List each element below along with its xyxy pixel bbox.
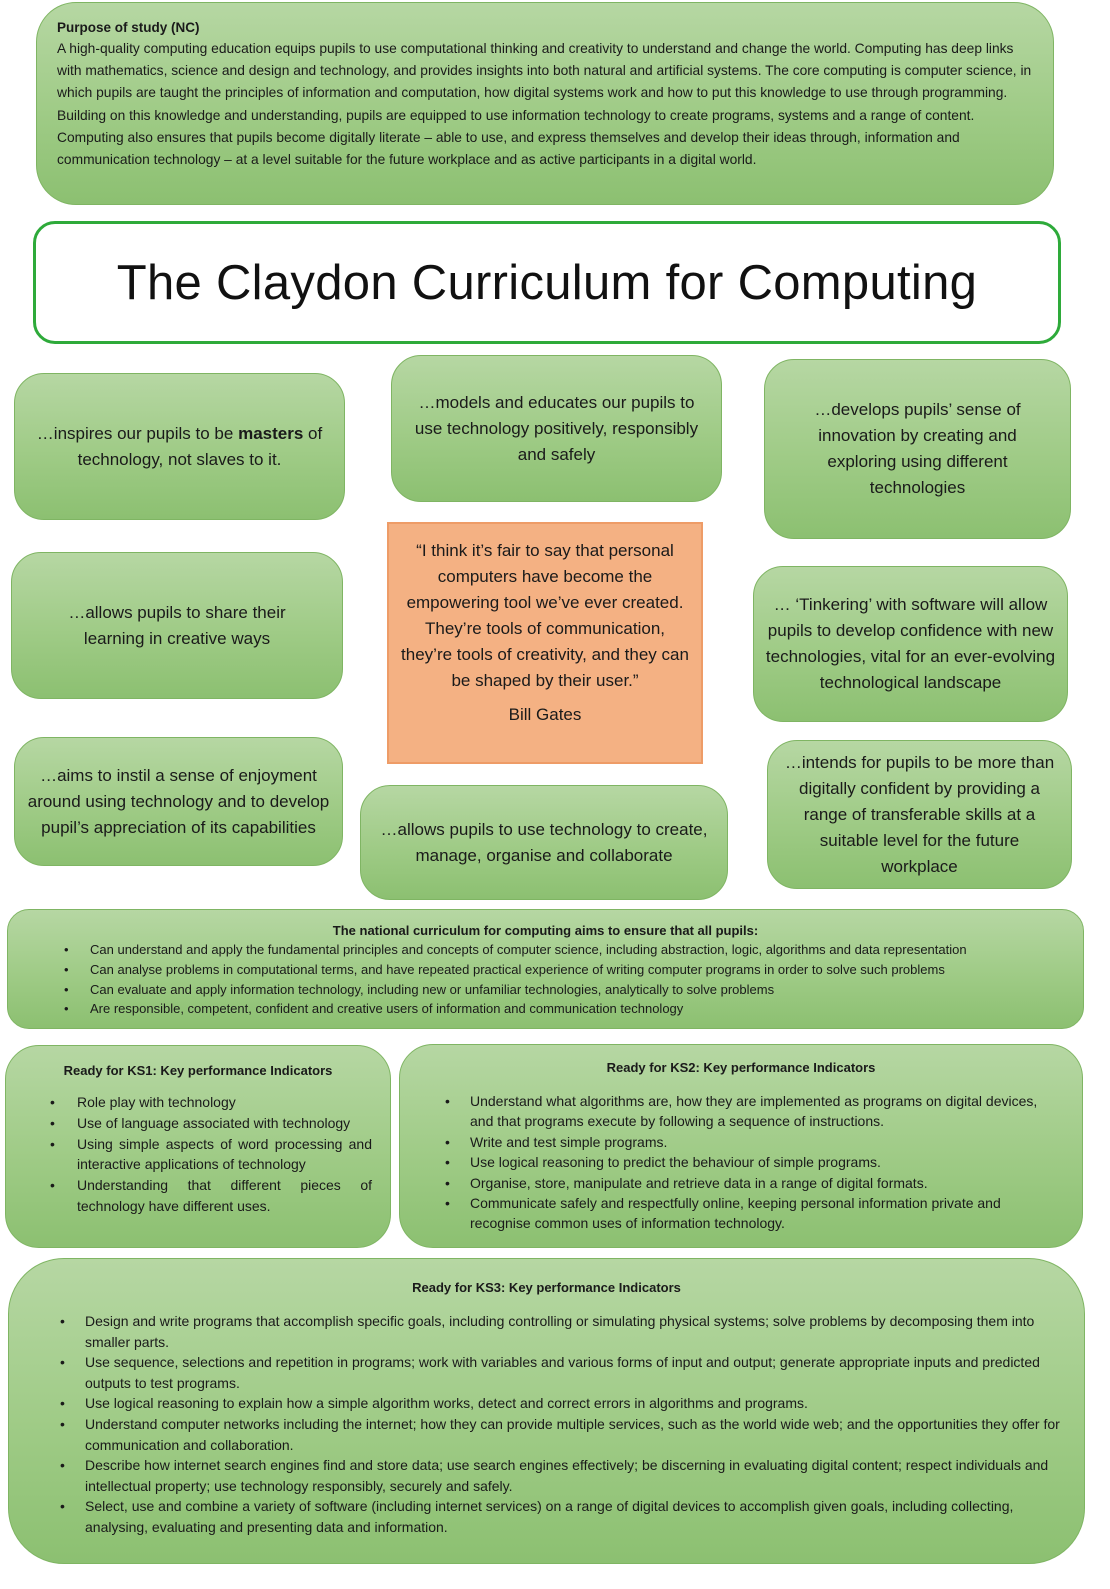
statement-develops-text: …develops pupils’ sense of innovation by creating and exploring using different technologies: [814, 400, 1021, 497]
list-item: • Can evaluate and apply information technology, including new or unfamiliar technologies, analytically to solve problems: [24, 980, 1067, 1000]
list-item: • Describe how internet search engines find and store data; use search engines effectively; be discerning in evaluating digital content; respect individuals and intellectual property; use technology responsibly, securely and safely.: [27, 1455, 1066, 1496]
list-item: • Can understand and apply the fundamental principles and concepts of computer science, including abstraction, logic, algorithms and data representation: [24, 940, 1067, 960]
list-item: • Role play with technology: [24, 1092, 372, 1113]
statement-develops: [764, 359, 1071, 539]
ks2-indicators: [399, 1044, 1083, 1248]
list-item: • Use logical reasoning to explain how a simple algorithm works, detect and correct errors in algorithms and programs.: [27, 1393, 1066, 1414]
quote-author: Bill Gates: [508, 705, 582, 724]
ks1-indicators: [5, 1045, 391, 1248]
list-item: • Organise, store, manipulate and retrieve data in a range of digital formats.: [418, 1173, 1064, 1193]
ks3-indicators: [8, 1258, 1085, 1564]
statement-confident-text: …intends for pupils to be more than digitally confident by providing a range of transferable skills at a suitable level for the future workplace: [784, 752, 1055, 876]
list-item: • Understand what algorithms are, how they are implemented as programs on digital devices, and that programs execute by following a sequence of instructions.: [418, 1091, 1064, 1132]
statement-tinkering: [753, 566, 1068, 722]
list-item: • Use logical reasoning to predict the behaviour of simple programs.: [418, 1152, 1064, 1172]
statement-enjoyment: [14, 737, 343, 866]
statement-inspires: [14, 373, 345, 520]
ks3-title: Ready for KS3: Key performance Indicators: [412, 1280, 681, 1295]
list-item: • Use of language associated with technology: [24, 1113, 372, 1134]
list-item: • Design and write programs that accomplish specific goals, including controlling or simulating physical systems; solve problems by decomposing them into smaller parts.: [27, 1311, 1066, 1352]
statement-tinkering-text: … ‘Tinkering’ with software will allow pupils to develop confidence with new technologies, vital for an ever-evolving technological landscape: [765, 595, 1056, 692]
ks1-list: [24, 1092, 372, 1217]
quote-box: [387, 522, 703, 764]
list-item: • Using simple aspects of word processing and interactive applications of technology: [24, 1134, 372, 1176]
list-item: • Select, use and combine a variety of software (including internet services) on a range of digital devices to accomplish given goals, including collecting, analysing, evaluating and presenting data and information.: [27, 1496, 1066, 1537]
purpose-body: A high-quality computing education equips pupils to use computational thinking and creativity to understand and change the world. Computing has deep links with mathematics, science and design and technology, and provides insights into both natural and artificial systems. The core computing is computer science, in which pupils are taught the principles of information and computation, how digital systems work and how to put this knowledge to use through programming. Building on this knowledge and understanding, pupils are equipped to use information technology to create programs, systems and a range of content. Computing also ensures that pupils become digitally literate – able to use, and express themselves and develop their ideas through, information and communication technology – at a level suitable for the future workplace and as active participants in a digital world.: [57, 41, 1032, 168]
title-banner: [33, 221, 1061, 344]
statement-create-text: …allows pupils to use technology to create, manage, organise and collaborate: [380, 819, 708, 865]
national-curriculum-aims: [7, 909, 1084, 1029]
aims-list: [24, 940, 1067, 1019]
list-item: • Are responsible, competent, confident and creative users of information and communication technology: [24, 999, 1067, 1019]
list-item: • Understand computer networks including the internet; how they can provide multiple services, such as the world wide web; and the opportunities they offer for communication and collaboration.: [27, 1414, 1066, 1455]
statement-share: [11, 552, 343, 699]
ks2-list: [418, 1091, 1064, 1234]
statement-enjoyment-text: …aims to instil a sense of enjoyment around using technology and to develop pupil’s appreciation of its capabilities: [27, 765, 330, 837]
statement-models-text: …models and educates our pupils to use technology positively, responsibly and safely: [414, 392, 699, 464]
list-item: • Can analyse problems in computational terms, and have repeated practical experience of writing computer programs in order to solve such problems: [24, 960, 1067, 980]
quote-text: “I think it’s fair to say that personal computers have become the empowering tool we’ve ever created. They’re tools of communication, they’re tools of creativity, and they can be shaped by their user.”: [401, 541, 689, 690]
statement-confident: [767, 740, 1072, 889]
purpose-heading: Purpose of study (NC): [57, 20, 200, 35]
ks1-title: Ready for KS1: Key performance Indicators: [63, 1063, 333, 1078]
list-item: • Use sequence, selections and repetition in programs; work with variables and various forms of input and output; generate appropriate inputs and predicted outputs to test programs.: [27, 1352, 1066, 1393]
statement-inspires-text: …inspires our pupils to be masters of technology, not slaves to it.: [36, 423, 323, 469]
ks2-title: Ready for KS2: Key performance Indicators: [606, 1060, 876, 1075]
aims-title: The national curriculum for computing aims to ensure that all pupils:: [332, 923, 759, 938]
list-item: • Write and test simple programs.: [418, 1132, 1064, 1152]
ks3-list: [27, 1311, 1066, 1538]
statement-models: [391, 355, 722, 502]
purpose-of-study-box: [36, 2, 1054, 205]
list-item: • Understanding that different pieces of technology have different uses.: [24, 1175, 372, 1217]
statement-share-text: …allows pupils to share their learning in creative ways: [68, 602, 286, 648]
page-title: The Claydon Curriculum for Computing: [116, 255, 978, 310]
statement-create: [360, 785, 728, 900]
list-item: • Communicate safely and respectfully online, keeping personal information private and recognise common uses of information technology.: [418, 1193, 1064, 1234]
